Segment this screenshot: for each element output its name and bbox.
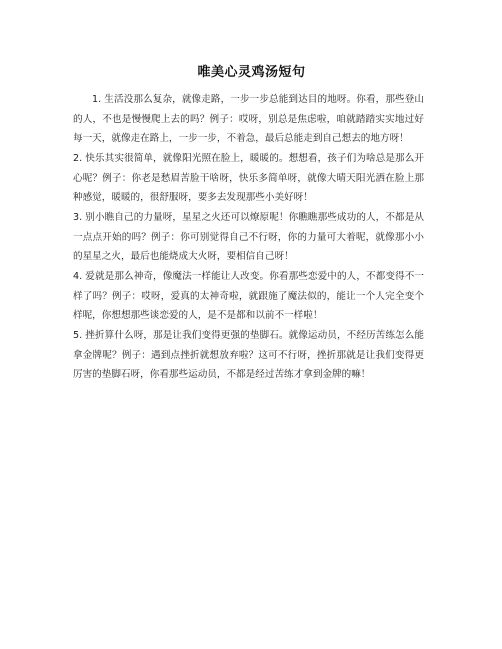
paragraph-1: 1. 生活没那么复杂，就像走路，一步一步总能到达目的地呀。你看，那些登山的人，不也是慢慢爬上去的吗？例子：哎呀，别总是焦虑啦，咱就踏踏实实地过好每一天，就像走在路上，一步一步，不着急，最后总能走到自己想去的地方呀！	[73, 94, 424, 144]
paragraph-5: 5. 挫折算什么呀，那是让我们变得更强的垫脚石。就像运动员，不经历苦练怎么能拿金牌呢？例子：遇到点挫折就想放弃啦？这可不行呀，挫折那就是让我们变得更厉害的垫脚石呀，你看那些运动员，不都是经过苦练才拿到金牌的嘛！	[73, 330, 424, 380]
paragraph-3: 3. 别小瞧自己的力量呀，星星之火还可以燎原呢！你瞧瞧那些成功的人，不都是从一点点开始的吗？例子：你可别觉得自己不行呀，你的力量可大着呢，就像那小小的星星之火，最后也能烧成大火呀，要相信自己呀！	[73, 212, 424, 262]
document-title: 唯美心灵鸡汤短句	[197, 65, 306, 80]
document-body	[73, 90, 424, 385]
paragraph-2: 2. 快乐其实很简单，就像阳光照在脸上，暖暖的。想想看，孩子们为啥总是那么开心呢？例子：你老是愁眉苦脸干啥呀，快乐多简单呀，就像大晴天阳光洒在脸上那种感觉，暖暖的，很舒服呀，要多去发现那些小美好呀！	[73, 153, 424, 203]
paragraph-4: 4. 爱就是那么神奇，像魔法一样能让人改变。你看那些恋爱中的人，不都变得不一样了吗？例子：哎呀，爱真的太神奇啦，就跟施了魔法似的，能让一个人完全变个样呢，你想想那些谈恋爱的人，是不是都和以前不一样啦！	[73, 271, 424, 321]
